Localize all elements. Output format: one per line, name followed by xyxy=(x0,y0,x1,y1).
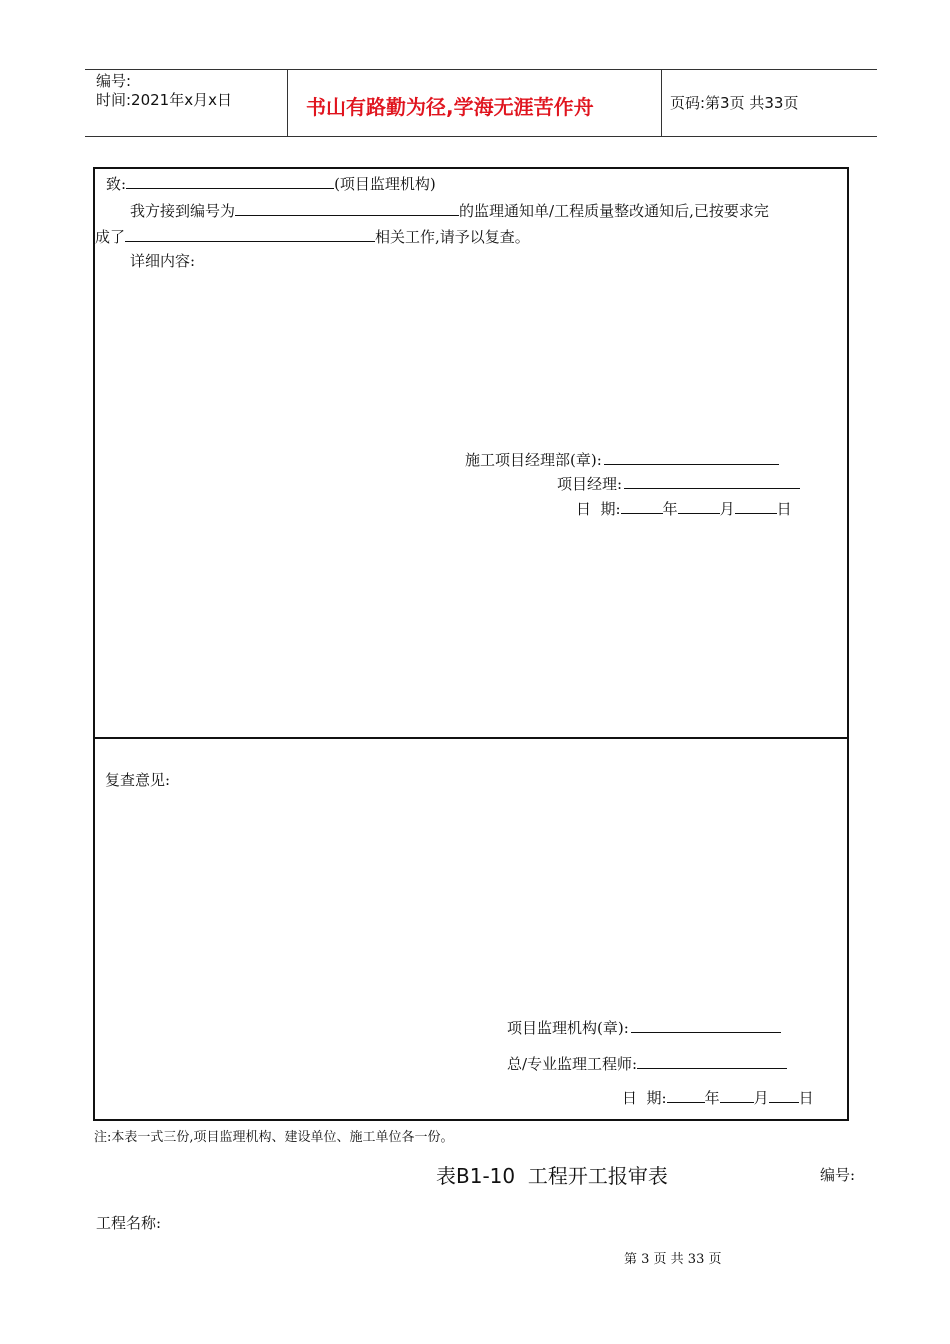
contractor-dept-label: 施工项目经理部(章): xyxy=(465,451,602,469)
project-manager-label: 项目经理: xyxy=(557,475,623,493)
year-unit-2: 年 xyxy=(704,1089,720,1107)
intro-text-4: 相关工作,请予以复查。 xyxy=(375,228,530,246)
day-blank-1[interactable] xyxy=(735,498,777,514)
chief-engineer-line xyxy=(507,1053,787,1074)
next-form-number-label: 编号: xyxy=(820,1166,856,1184)
to-suffix: (项目监理机构) xyxy=(334,175,436,193)
supervisor-org-label: 项目监理机构(章): xyxy=(507,1019,629,1037)
header-page-info: 页码:第3页 共33页 xyxy=(670,94,799,112)
day-blank-2[interactable] xyxy=(769,1087,799,1103)
details-label: 详细内容: xyxy=(130,252,196,270)
header-time: 时间:2021年x月x日 xyxy=(96,91,232,109)
month-unit-2: 月 xyxy=(753,1089,769,1107)
header-divider-left xyxy=(287,69,288,136)
chief-engineer-blank[interactable] xyxy=(637,1053,787,1069)
header-motto: 书山有路勤为径,学海无涯苦作舟 xyxy=(306,95,594,119)
month-unit-1: 月 xyxy=(719,500,735,518)
intro-text-1: 我方接到编号为 xyxy=(130,202,236,220)
project-manager-line xyxy=(557,473,800,494)
intro-line-2 xyxy=(95,226,530,247)
contractor-dept-blank[interactable] xyxy=(604,449,779,465)
date-line-2 xyxy=(622,1087,814,1108)
header-divider-right xyxy=(661,69,662,136)
date-label-2: 日 期: xyxy=(622,1089,667,1107)
to-line xyxy=(106,173,436,194)
header-number-label: 编号: xyxy=(96,72,132,90)
form-note: 注:本表一式三份,项目监理机构、建设单位、施工单位各一份。 xyxy=(94,1130,454,1145)
intro-line-1 xyxy=(130,200,769,221)
form-box xyxy=(93,167,849,1121)
to-label: 致: xyxy=(106,175,127,193)
supervisor-org-blank[interactable] xyxy=(631,1017,781,1033)
contractor-dept-line xyxy=(465,449,779,470)
form-divider xyxy=(93,737,847,739)
review-label: 复查意见: xyxy=(105,771,171,789)
intro-text-3: 成了 xyxy=(95,228,126,246)
project-manager-blank[interactable] xyxy=(624,473,800,489)
day-unit-2: 日 xyxy=(798,1089,814,1107)
project-name-label: 工程名称: xyxy=(96,1214,162,1232)
date-line-1 xyxy=(576,498,792,519)
year-blank-1[interactable] xyxy=(621,498,663,514)
next-form-title: 表B1-10 工程开工报审表 xyxy=(436,1164,668,1188)
completed-work-blank[interactable] xyxy=(125,226,375,242)
page-footer: 第 3 页 共 33 页 xyxy=(624,1252,722,1267)
supervisor-org-line xyxy=(507,1017,781,1038)
date-label-1: 日 期: xyxy=(576,500,621,518)
header-top-rule xyxy=(85,69,877,70)
notice-number-blank[interactable] xyxy=(235,200,459,216)
intro-text-2: 的监理通知单/工程质量整改通知后,已按要求完 xyxy=(459,202,769,220)
year-unit-1: 年 xyxy=(662,500,678,518)
month-blank-2[interactable] xyxy=(720,1087,754,1103)
header-bottom-rule xyxy=(85,136,877,137)
chief-engineer-label: 总/专业监理工程师: xyxy=(507,1055,638,1073)
year-blank-2[interactable] xyxy=(667,1087,705,1103)
day-unit-1: 日 xyxy=(776,500,792,518)
month-blank-1[interactable] xyxy=(678,498,720,514)
to-blank[interactable] xyxy=(126,173,334,189)
